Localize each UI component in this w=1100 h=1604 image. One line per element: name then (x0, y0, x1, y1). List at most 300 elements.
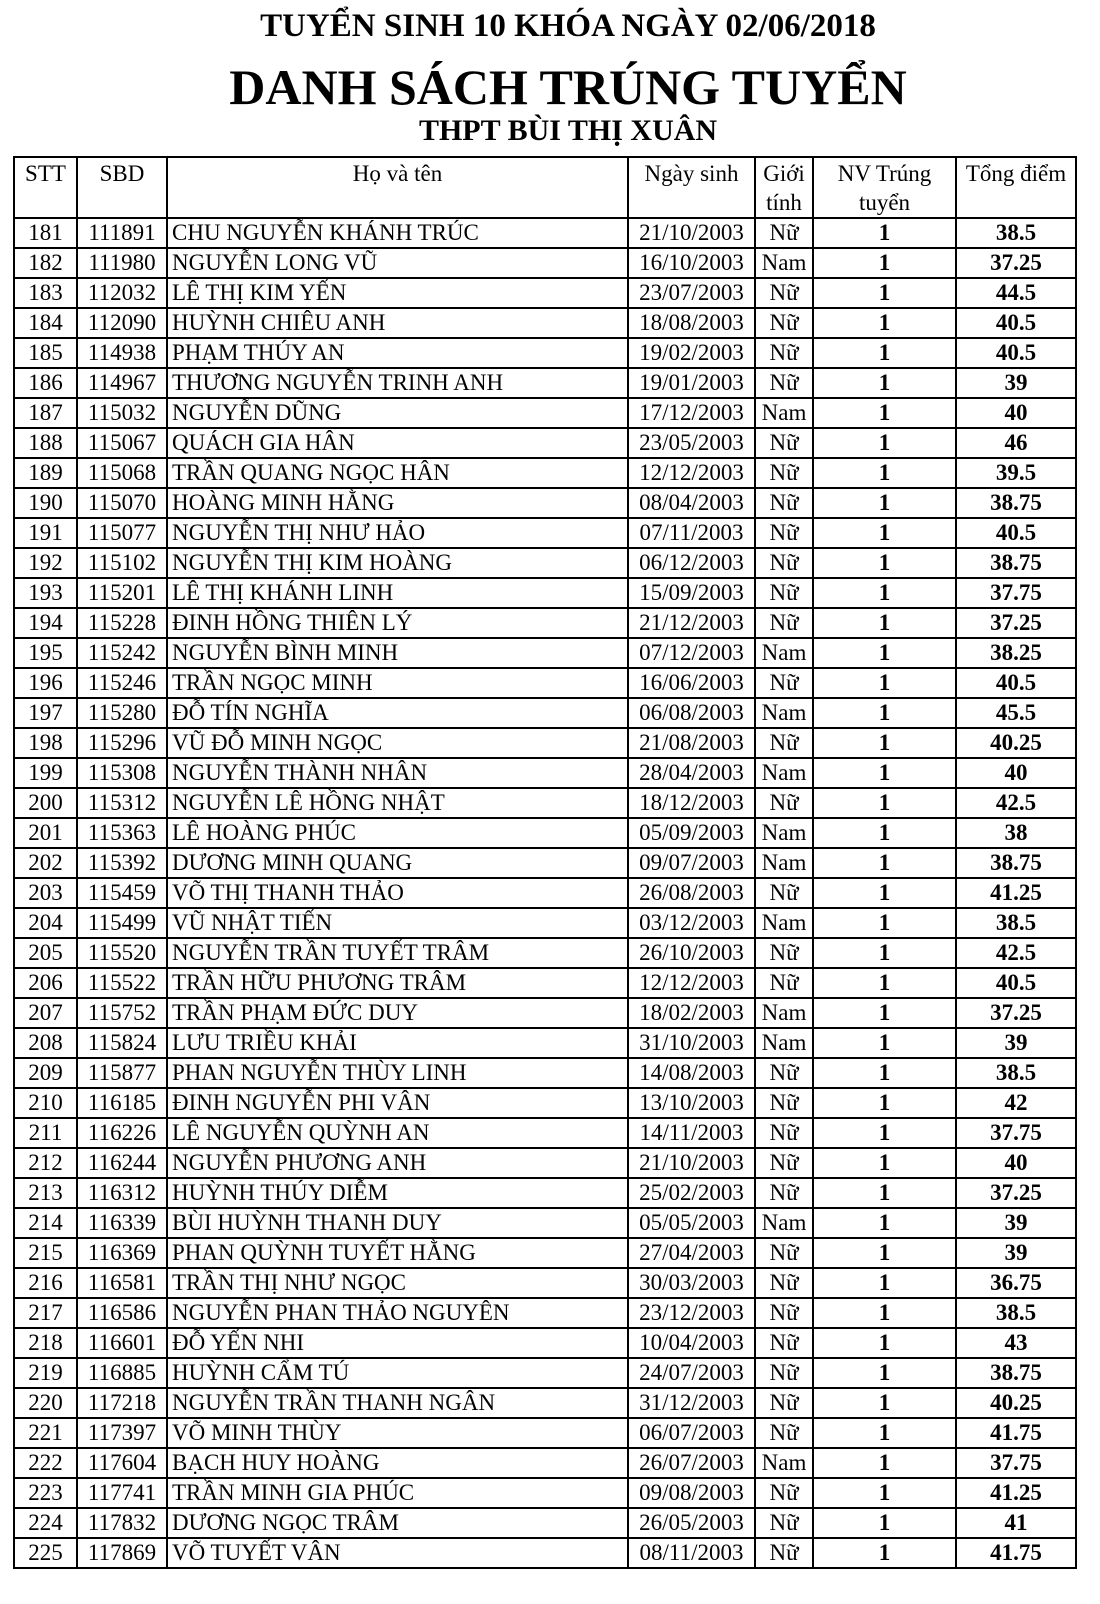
cell-sbd: 116369 (77, 1238, 167, 1268)
table-row (14, 1328, 1076, 1358)
cell-name: HUỲNH CHIÊU ANH (167, 308, 628, 338)
cell-name: PHAN NGUYỄN THÙY LINH (167, 1058, 628, 1088)
cell-sex: Nữ (755, 1298, 813, 1328)
cell-sex: Nam (755, 1208, 813, 1238)
cell-sbd: 115752 (77, 998, 167, 1028)
cell-dob: 07/12/2003 (628, 638, 755, 668)
cell-stt: 217 (14, 1298, 77, 1328)
cell-sbd: 115296 (77, 728, 167, 758)
cell-stt: 210 (14, 1088, 77, 1118)
cell-sex: Nam (755, 908, 813, 938)
table-row (14, 1358, 1076, 1388)
cell-score: 42.5 (956, 938, 1076, 968)
cell-dob: 26/08/2003 (628, 878, 755, 908)
cell-score: 39.5 (956, 458, 1076, 488)
cell-dob: 10/04/2003 (628, 1328, 755, 1358)
cell-sbd: 115824 (77, 1028, 167, 1058)
cell-sex: Nam (755, 848, 813, 878)
cell-sex: Nam (755, 1448, 813, 1478)
cell-nv: 1 (813, 968, 956, 998)
cell-sex: Nữ (755, 278, 813, 308)
table-row (14, 548, 1076, 578)
cell-sex: Nữ (755, 878, 813, 908)
table-row (14, 1028, 1076, 1058)
table-row (14, 1208, 1076, 1238)
cell-stt: 196 (14, 668, 77, 698)
cell-nv: 1 (813, 248, 956, 278)
cell-sex: Nữ (755, 1418, 813, 1448)
cell-stt: 209 (14, 1058, 77, 1088)
cell-name: HUỲNH THÚY DIỄM (167, 1178, 628, 1208)
cell-sex: Nữ (755, 1088, 813, 1118)
cell-sbd: 117741 (77, 1478, 167, 1508)
table-row (14, 1058, 1076, 1088)
cell-dob: 21/08/2003 (628, 728, 755, 758)
cell-nv: 1 (813, 1058, 956, 1088)
cell-score: 38.75 (956, 1358, 1076, 1388)
cell-name: DƯƠNG MINH QUANG (167, 848, 628, 878)
cell-score: 40.5 (956, 308, 1076, 338)
table-row (14, 938, 1076, 968)
cell-name: VÕ THỊ THANH THẢO (167, 878, 628, 908)
cell-score: 41.75 (956, 1418, 1076, 1448)
cell-nv: 1 (813, 758, 956, 788)
cell-sbd: 115877 (77, 1058, 167, 1088)
cell-dob: 30/03/2003 (628, 1268, 755, 1298)
cell-score: 43 (956, 1328, 1076, 1358)
cell-dob: 05/09/2003 (628, 818, 755, 848)
cell-score: 37.75 (956, 1118, 1076, 1148)
cell-sbd: 112032 (77, 278, 167, 308)
cell-nv: 1 (813, 668, 956, 698)
cell-sbd: 115077 (77, 518, 167, 548)
cell-stt: 221 (14, 1418, 77, 1448)
cell-dob: 06/07/2003 (628, 1418, 755, 1448)
cell-score: 38.75 (956, 848, 1076, 878)
cell-nv: 1 (813, 848, 956, 878)
cell-stt: 225 (14, 1538, 77, 1568)
cell-sbd: 117397 (77, 1418, 167, 1448)
cell-sbd: 115032 (77, 398, 167, 428)
cell-dob: 13/10/2003 (628, 1088, 755, 1118)
cell-sex: Nữ (755, 1328, 813, 1358)
cell-score: 40.25 (956, 728, 1076, 758)
cell-name: CHU NGUYỄN KHÁNH TRÚC (167, 218, 628, 248)
cell-nv: 1 (813, 1118, 956, 1148)
cell-score: 40.5 (956, 968, 1076, 998)
table-row (14, 1508, 1076, 1538)
cell-score: 39 (956, 1028, 1076, 1058)
cell-sbd: 116581 (77, 1268, 167, 1298)
cell-name: ĐINH HỒNG THIÊN LÝ (167, 608, 628, 638)
cell-stt: 186 (14, 368, 77, 398)
cell-sex: Nữ (755, 1118, 813, 1148)
cell-name: NGUYỄN TRẦN TUYẾT TRÂM (167, 938, 628, 968)
cell-sbd: 115392 (77, 848, 167, 878)
cell-dob: 06/12/2003 (628, 548, 755, 578)
cell-score: 40 (956, 398, 1076, 428)
cell-dob: 09/08/2003 (628, 1478, 755, 1508)
cell-name: VÕ MINH THÙY (167, 1418, 628, 1448)
cell-nv: 1 (813, 1358, 956, 1388)
cell-dob: 08/11/2003 (628, 1538, 755, 1568)
cell-dob: 23/07/2003 (628, 278, 755, 308)
cell-sex: Nam (755, 698, 813, 728)
cell-score: 40.5 (956, 518, 1076, 548)
cell-dob: 14/08/2003 (628, 1058, 755, 1088)
cell-sex: Nữ (755, 518, 813, 548)
cell-dob: 24/07/2003 (628, 1358, 755, 1388)
cell-stt: 183 (14, 278, 77, 308)
cell-nv: 1 (813, 1328, 956, 1358)
cell-nv: 1 (813, 1508, 956, 1538)
cell-name: NGUYỄN LONG VŨ (167, 248, 628, 278)
cell-score: 41.75 (956, 1538, 1076, 1568)
table-row (14, 1238, 1076, 1268)
cell-nv: 1 (813, 908, 956, 938)
cell-dob: 31/10/2003 (628, 1028, 755, 1058)
table-row (14, 518, 1076, 548)
cell-stt: 191 (14, 518, 77, 548)
cell-sex: Nữ (755, 788, 813, 818)
cell-nv: 1 (813, 1298, 956, 1328)
table-row (14, 638, 1076, 668)
cell-stt: 219 (14, 1358, 77, 1388)
cell-dob: 18/02/2003 (628, 998, 755, 1028)
table-row (14, 848, 1076, 878)
cell-sex: Nam (755, 818, 813, 848)
cell-dob: 23/12/2003 (628, 1298, 755, 1328)
cell-score: 39 (956, 1238, 1076, 1268)
table-row (14, 248, 1076, 278)
cell-stt: 184 (14, 308, 77, 338)
cell-name: LÊ THỊ KIM YẾN (167, 278, 628, 308)
cell-nv: 1 (813, 308, 956, 338)
cell-stt: 185 (14, 338, 77, 368)
cell-nv: 1 (813, 368, 956, 398)
cell-sbd: 117869 (77, 1538, 167, 1568)
cell-sex: Nam (755, 998, 813, 1028)
cell-dob: 16/10/2003 (628, 248, 755, 278)
cell-sex: Nữ (755, 1388, 813, 1418)
cell-sex: Nữ (755, 548, 813, 578)
cell-score: 40 (956, 1148, 1076, 1178)
table-row (14, 1118, 1076, 1148)
cell-nv: 1 (813, 428, 956, 458)
cell-nv: 1 (813, 1478, 956, 1508)
cell-nv: 1 (813, 1268, 956, 1298)
table-row (14, 788, 1076, 818)
cell-score: 38.5 (956, 218, 1076, 248)
cell-nv: 1 (813, 938, 956, 968)
cell-sbd: 115363 (77, 818, 167, 848)
cell-stt: 192 (14, 548, 77, 578)
table-row (14, 728, 1076, 758)
cell-stt: 200 (14, 788, 77, 818)
cell-dob: 12/12/2003 (628, 968, 755, 998)
cell-sbd: 116312 (77, 1178, 167, 1208)
cell-nv: 1 (813, 338, 956, 368)
cell-sex: Nữ (755, 728, 813, 758)
cell-name: DƯƠNG NGỌC TRÂM (167, 1508, 628, 1538)
cell-score: 41.25 (956, 1478, 1076, 1508)
cell-stt: 188 (14, 428, 77, 458)
cell-stt: 182 (14, 248, 77, 278)
cell-nv: 1 (813, 698, 956, 728)
cell-name: NGUYỄN TRẦN THANH NGÂN (167, 1388, 628, 1418)
cell-score: 39 (956, 368, 1076, 398)
table-row (14, 1178, 1076, 1208)
table-row (14, 818, 1076, 848)
cell-score: 42 (956, 1088, 1076, 1118)
cell-stt: 198 (14, 728, 77, 758)
col-header-score: Tổng điểm (956, 157, 1076, 218)
cell-sbd: 115520 (77, 938, 167, 968)
cell-dob: 15/09/2003 (628, 578, 755, 608)
cell-name: NGUYỄN BÌNH MINH (167, 638, 628, 668)
cell-stt: 215 (14, 1238, 77, 1268)
cell-dob: 09/07/2003 (628, 848, 755, 878)
cell-sbd: 115068 (77, 458, 167, 488)
cell-nv: 1 (813, 728, 956, 758)
cell-sbd: 115308 (77, 758, 167, 788)
cell-score: 38 (956, 818, 1076, 848)
cell-dob: 08/04/2003 (628, 488, 755, 518)
cell-stt: 205 (14, 938, 77, 968)
cell-score: 44.5 (956, 278, 1076, 308)
cell-stt: 211 (14, 1118, 77, 1148)
table-row (14, 1448, 1076, 1478)
cell-sex: Nữ (755, 1508, 813, 1538)
cell-stt: 201 (14, 818, 77, 848)
cell-sbd: 116586 (77, 1298, 167, 1328)
cell-sex: Nữ (755, 1058, 813, 1088)
cell-dob: 21/10/2003 (628, 1148, 755, 1178)
cell-sbd: 115070 (77, 488, 167, 518)
cell-sbd: 115246 (77, 668, 167, 698)
cell-sex: Nữ (755, 428, 813, 458)
cell-dob: 16/06/2003 (628, 668, 755, 698)
cell-sbd: 116885 (77, 1358, 167, 1388)
cell-sex: Nam (755, 398, 813, 428)
cell-nv: 1 (813, 488, 956, 518)
cell-nv: 1 (813, 548, 956, 578)
cell-name: NGUYỄN THỊ NHƯ HẢO (167, 518, 628, 548)
cell-sex: Nữ (755, 578, 813, 608)
cell-sbd: 117604 (77, 1448, 167, 1478)
cell-sex: Nữ (755, 1478, 813, 1508)
table-row (14, 218, 1076, 248)
cell-sex: Nữ (755, 458, 813, 488)
cell-name: QUÁCH GIA HÂN (167, 428, 628, 458)
cell-dob: 03/12/2003 (628, 908, 755, 938)
table-row (14, 1298, 1076, 1328)
cell-dob: 07/11/2003 (628, 518, 755, 548)
table-row (14, 368, 1076, 398)
cell-stt: 220 (14, 1388, 77, 1418)
cell-stt: 223 (14, 1478, 77, 1508)
cell-dob: 19/02/2003 (628, 338, 755, 368)
cell-sex: Nữ (755, 1538, 813, 1568)
cell-nv: 1 (813, 518, 956, 548)
cell-score: 40.5 (956, 668, 1076, 698)
col-header-name: Họ và tên (167, 157, 628, 218)
cell-stt: 208 (14, 1028, 77, 1058)
cell-name: ĐINH NGUYỄN PHI VÂN (167, 1088, 628, 1118)
cell-name: LÊ HOÀNG PHÚC (167, 818, 628, 848)
cell-stt: 222 (14, 1448, 77, 1478)
cell-stt: 187 (14, 398, 77, 428)
table-row (14, 698, 1076, 728)
cell-sex: Nữ (755, 608, 813, 638)
cell-score: 40.5 (956, 338, 1076, 368)
col-header-sbd: SBD (77, 157, 167, 218)
table-row (14, 908, 1076, 938)
cell-name: ĐỖ TÍN NGHĨA (167, 698, 628, 728)
cell-score: 41 (956, 1508, 1076, 1538)
cell-name: NGUYỄN DŨNG (167, 398, 628, 428)
cell-score: 42.5 (956, 788, 1076, 818)
table-row (14, 608, 1076, 638)
list-title: DANH SÁCH TRÚNG TUYỂN (229, 59, 907, 115)
col-header-sex: Giới tính (755, 157, 813, 218)
cell-sex: Nữ (755, 938, 813, 968)
cell-sbd: 112090 (77, 308, 167, 338)
cell-name: NGUYỄN PHƯƠNG ANH (167, 1148, 628, 1178)
cell-stt: 194 (14, 608, 77, 638)
cell-nv: 1 (813, 578, 956, 608)
cell-name: NGUYỄN THÀNH NHÂN (167, 758, 628, 788)
cell-stt: 181 (14, 218, 77, 248)
cell-score: 38.75 (956, 488, 1076, 518)
cell-dob: 12/12/2003 (628, 458, 755, 488)
cell-name: NGUYỄN LÊ HỒNG NHẬT (167, 788, 628, 818)
cell-nv: 1 (813, 608, 956, 638)
cell-name: TRẦN NGỌC MINH (167, 668, 628, 698)
cell-stt: 195 (14, 638, 77, 668)
cell-score: 37.25 (956, 998, 1076, 1028)
cell-nv: 1 (813, 218, 956, 248)
cell-dob: 31/12/2003 (628, 1388, 755, 1418)
cell-dob: 26/07/2003 (628, 1448, 755, 1478)
cell-score: 40.25 (956, 1388, 1076, 1418)
cell-name: VŨ NHẬT TIẾN (167, 908, 628, 938)
cell-score: 37.25 (956, 248, 1076, 278)
cell-nv: 1 (813, 1238, 956, 1268)
cell-stt: 216 (14, 1268, 77, 1298)
cell-sbd: 115067 (77, 428, 167, 458)
table-row (14, 1148, 1076, 1178)
cell-dob: 23/05/2003 (628, 428, 755, 458)
cell-dob: 21/10/2003 (628, 218, 755, 248)
cell-dob: 14/11/2003 (628, 1118, 755, 1148)
cell-name: VŨ ĐỖ MINH NGỌC (167, 728, 628, 758)
cell-stt: 224 (14, 1508, 77, 1538)
cell-stt: 204 (14, 908, 77, 938)
cell-sex: Nam (755, 1028, 813, 1058)
school-name: THPT BÙI THỊ XUÂN (418, 114, 718, 147)
cell-nv: 1 (813, 1448, 956, 1478)
cell-name: HOÀNG MINH HẰNG (167, 488, 628, 518)
cell-nv: 1 (813, 878, 956, 908)
cell-name: ĐỖ YẾN NHI (167, 1328, 628, 1358)
table-row (14, 1388, 1076, 1418)
cell-sex: Nữ (755, 488, 813, 518)
cell-stt: 213 (14, 1178, 77, 1208)
cell-stt: 189 (14, 458, 77, 488)
cell-stt: 218 (14, 1328, 77, 1358)
cell-stt: 207 (14, 998, 77, 1028)
cell-dob: 18/08/2003 (628, 308, 755, 338)
table-row (14, 1418, 1076, 1448)
cell-nv: 1 (813, 1088, 956, 1118)
cell-sbd: 115201 (77, 578, 167, 608)
cell-nv: 1 (813, 1388, 956, 1418)
cell-name: TRẦN QUANG NGỌC HÂN (167, 458, 628, 488)
cell-nv: 1 (813, 1538, 956, 1568)
cell-dob: 19/01/2003 (628, 368, 755, 398)
cell-score: 38.5 (956, 1298, 1076, 1328)
cell-sbd: 115228 (77, 608, 167, 638)
cell-score: 38.25 (956, 638, 1076, 668)
table-row (14, 968, 1076, 998)
cell-sex: Nữ (755, 1238, 813, 1268)
cell-sex: Nữ (755, 668, 813, 698)
table-row (14, 1478, 1076, 1508)
cell-sbd: 115312 (77, 788, 167, 818)
cell-score: 37.75 (956, 1448, 1076, 1478)
cell-sbd: 115459 (77, 878, 167, 908)
cell-score: 46 (956, 428, 1076, 458)
cell-score: 37.75 (956, 578, 1076, 608)
cell-sex: Nữ (755, 1148, 813, 1178)
cell-score: 38.5 (956, 1058, 1076, 1088)
cell-sbd: 116339 (77, 1208, 167, 1238)
cell-sex: Nữ (755, 1268, 813, 1298)
cell-nv: 1 (813, 998, 956, 1028)
cell-stt: 193 (14, 578, 77, 608)
cell-stt: 202 (14, 848, 77, 878)
cell-name: LƯU TRIỀU KHẢI (167, 1028, 628, 1058)
cell-sex: Nữ (755, 368, 813, 398)
table-row (14, 428, 1076, 458)
table-row (14, 338, 1076, 368)
cell-name: HUỲNH CẨM TÚ (167, 1358, 628, 1388)
cell-name: LÊ NGUYỄN QUỲNH AN (167, 1118, 628, 1148)
col-header-nv: NV Trúng tuyển (813, 157, 956, 218)
table-row (14, 758, 1076, 788)
table-row (14, 578, 1076, 608)
cell-sbd: 111980 (77, 248, 167, 278)
cell-name: TRẦN HỮU PHƯƠNG TRÂM (167, 968, 628, 998)
cell-dob: 05/05/2003 (628, 1208, 755, 1238)
cell-nv: 1 (813, 278, 956, 308)
table-row (14, 308, 1076, 338)
cell-dob: 26/05/2003 (628, 1508, 755, 1538)
cell-sbd: 114938 (77, 338, 167, 368)
cell-score: 39 (956, 1208, 1076, 1238)
cell-stt: 190 (14, 488, 77, 518)
cell-name: TRẦN PHẠM ĐỨC DUY (167, 998, 628, 1028)
cell-score: 40 (956, 758, 1076, 788)
cell-name: BÙI HUỲNH THANH DUY (167, 1208, 628, 1238)
cell-sex: Nữ (755, 1358, 813, 1388)
cell-sex: Nữ (755, 308, 813, 338)
cell-dob: 06/08/2003 (628, 698, 755, 728)
cell-sex: Nam (755, 248, 813, 278)
table-row (14, 458, 1076, 488)
cell-score: 41.25 (956, 878, 1076, 908)
